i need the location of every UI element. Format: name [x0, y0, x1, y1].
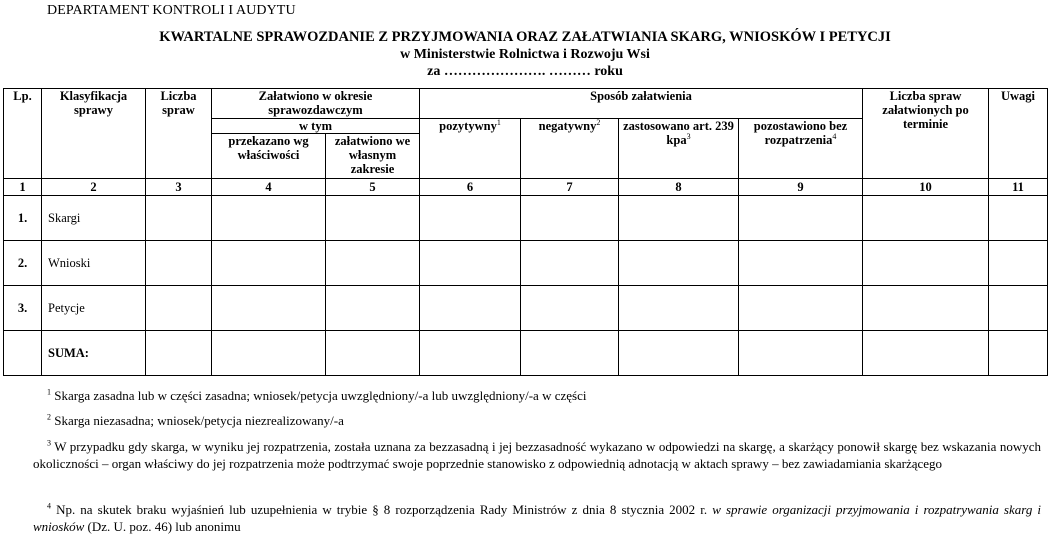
header-uwagi: Uwagi: [989, 89, 1048, 179]
table-cell: [619, 241, 739, 286]
table-cell: [619, 331, 739, 376]
header-zastosowano: zastosowano art. 239 kpa$^3$: [619, 119, 739, 179]
sum-label: SUMA:: [42, 331, 146, 376]
report-subtitle: w Ministerstwie Rolnictwa i Rozwoju Wsi: [400, 47, 650, 62]
header-zalatwiono: Załatwiono w okresie sprawozdawczym: [212, 89, 420, 119]
table-cell: [326, 196, 420, 241]
table-cell: [989, 196, 1048, 241]
table-cell: [863, 286, 989, 331]
table-cell: [739, 331, 863, 376]
footnote-1: $^1$ Skarga zasadna lub w części zasadna; wniosek/petycja uwzględniony/-a lub uwzględniony/-a w części: [47, 387, 587, 403]
report-title: KWARTALNE SPRAWOZDANIE Z PRZYJMOWANIA ORAZ ZAŁATWIANIA SKARG, WNIOSKÓW I PETYCJI: [159, 29, 891, 45]
column-number: 10: [863, 179, 989, 196]
footnote-3: $^3$ W przypadku gdy skarga, w wyniku jej rozpatrzenia, została uznana za bezzasadną i jej bezzasadność wykazano w odpowiedzi na skargę, a skarżący ponowił skargę bez wskazania nowych okoliczności – organ właściwy do jej rozpatrzenia może podtrzymać swoje poprzednie stanowisko z odpowiednią adnotacją w aktach sprawy – bez zawiadamiania skarżącego: [33, 438, 1042, 471]
header-klasyfikacja: Klasyfikacja sprawy: [42, 89, 146, 179]
header-sposob: Sposób załatwienia: [420, 89, 863, 119]
table-cell: [863, 241, 989, 286]
row-lp: 2.: [4, 241, 42, 286]
table-cell: [212, 196, 326, 241]
table-cell: [326, 241, 420, 286]
table-cell: [420, 331, 521, 376]
row-name: Skargi: [42, 196, 146, 241]
row-lp: 3.: [4, 286, 42, 331]
table-cell: [619, 286, 739, 331]
table-cell: [989, 241, 1048, 286]
header-liczba-spraw: Liczba spraw: [146, 89, 212, 179]
header-liczba-po-terminie: Liczba spraw załatwionych po terminie: [863, 89, 989, 179]
header-pozostawiono: pozostawiono bez rozpatrzenia$^4$: [739, 119, 863, 179]
table-cell: [146, 331, 212, 376]
table-cell: [739, 196, 863, 241]
table-cell: [521, 241, 619, 286]
table-cell: [420, 196, 521, 241]
table-cell: [146, 196, 212, 241]
table-cell: [739, 241, 863, 286]
table-cell: [212, 241, 326, 286]
table-cell: [326, 286, 420, 331]
department-name: DEPARTAMENT KONTROLI I AUDYTU: [47, 3, 296, 18]
sum-row: [4, 331, 1048, 376]
table-cell: [146, 286, 212, 331]
table-cell: [521, 286, 619, 331]
table-cell: [619, 196, 739, 241]
table-cell: [326, 331, 420, 376]
column-number: 8: [619, 179, 739, 196]
row-name: Wnioski: [42, 241, 146, 286]
column-number: 1: [4, 179, 42, 196]
row-name: Petycje: [42, 286, 146, 331]
column-numbers-row: [4, 179, 1048, 196]
table-cell: [420, 241, 521, 286]
footnote-4: $^4$ Np. na skutek braku wyjaśnień lub uzupełnienia w trybie § 8 rozporządzenia Rady Ministrów z dnia 8 stycznia 2002 r. w sprawie organizacji przyjmowania i rozpatrywania skarg i wniosków (Dz. U. poz. 46) lub anonimu: [33, 501, 1042, 534]
table-cell: [212, 331, 326, 376]
table-cell: [146, 241, 212, 286]
header-negatywny: negatywny$^2$: [521, 119, 619, 179]
header-zalatwiono-wlasny: załatwiono we własnym zakresie: [326, 134, 420, 179]
column-number: 4: [212, 179, 326, 196]
table-cell: [989, 331, 1048, 376]
footnote-2: $^2$ Skarga niezasadna; wniosek/petycja niezrealizowany/-a: [47, 412, 344, 428]
header-przekazano: przekazano wg właściwości: [212, 134, 326, 179]
column-number: 7: [521, 179, 619, 196]
column-number: 3: [146, 179, 212, 196]
column-number: 2: [42, 179, 146, 196]
column-number: 11: [989, 179, 1048, 196]
column-number: 5: [326, 179, 420, 196]
table-cell: [521, 331, 619, 376]
report-table: [3, 88, 1048, 376]
table-cell: [4, 331, 42, 376]
column-number: 6: [420, 179, 521, 196]
table-cell: [739, 286, 863, 331]
header-pozytywny: pozytywny$^1$: [420, 119, 521, 179]
table-cell: [863, 331, 989, 376]
table-row: [4, 286, 1048, 331]
table-cell: [420, 286, 521, 331]
table-cell: [863, 196, 989, 241]
header-lp: Lp.: [4, 89, 42, 179]
table-cell: [989, 286, 1048, 331]
table-row: [4, 196, 1048, 241]
row-lp: 1.: [4, 196, 42, 241]
table-cell: [212, 286, 326, 331]
header-w-tym: w tym: [212, 119, 420, 134]
column-number: 9: [739, 179, 863, 196]
table-row: [4, 241, 1048, 286]
table-cell: [521, 196, 619, 241]
report-period: za …………………. ……… roku: [427, 64, 623, 79]
